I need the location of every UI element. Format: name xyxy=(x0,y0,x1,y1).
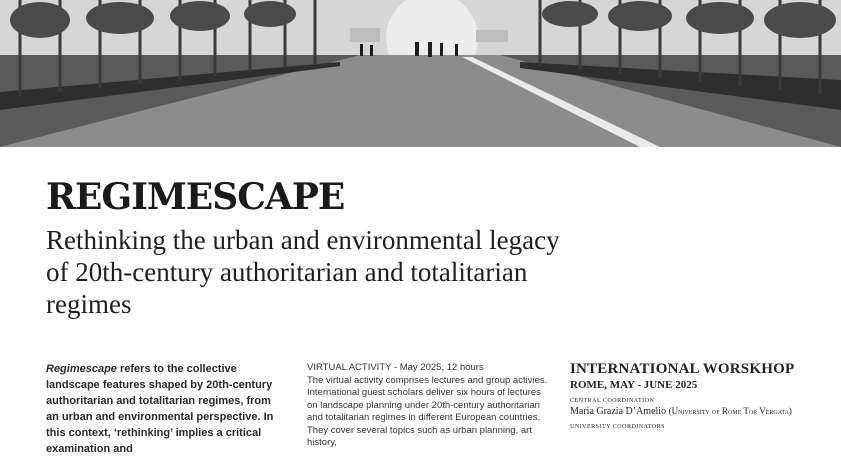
workshop-column xyxy=(570,361,830,431)
page-subtitle: Rethinking the urban and environmental legacy of 20th-century authoritarian and totalitarian regimes xyxy=(46,225,560,319)
central-coordinator xyxy=(570,405,830,418)
university-coordinators-label: UNIVERSITY COORDINATORS xyxy=(570,424,666,430)
virtual-activity-column xyxy=(307,362,549,450)
page-title: REGIMESCAPE xyxy=(46,176,345,218)
coordinator-name: Maria Grazia D’Amelio xyxy=(570,406,667,417)
workshop-date: ROME, MAY - JUNE 2025 xyxy=(570,379,698,391)
virtual-activity-heading: VIRTUAL ACTIVITY - May 2025, 12 hours xyxy=(307,362,484,373)
coordinator-affiliation: (University of Rome Tor Vergata) xyxy=(668,406,792,416)
workshop-title: INTERNATIONAL WORSKHOP xyxy=(570,361,795,377)
intro-emphasis: Regimescape xyxy=(46,363,117,375)
avenue-illustration xyxy=(0,0,841,147)
central-coordination-label: CENTRAL COORDINATION xyxy=(570,398,655,404)
intro-column xyxy=(46,361,286,457)
virtual-activity-body: The virtual activity comprises lectures and group activies. International guest scholars deliver six hours of lectures on landscape planning under 20th-century authoritarian and totalitarian regimes in different European countries. They cover several topics such as urban planning, art history, xyxy=(307,374,548,448)
intro-text: refers to the collective landscape features shaped by 20th-century authoritarian and totalitarian regimes, from an urban and environmental perspective. In this context, ‘rethinking’ implies a critical examination and xyxy=(46,363,274,455)
header-photo xyxy=(0,0,841,147)
